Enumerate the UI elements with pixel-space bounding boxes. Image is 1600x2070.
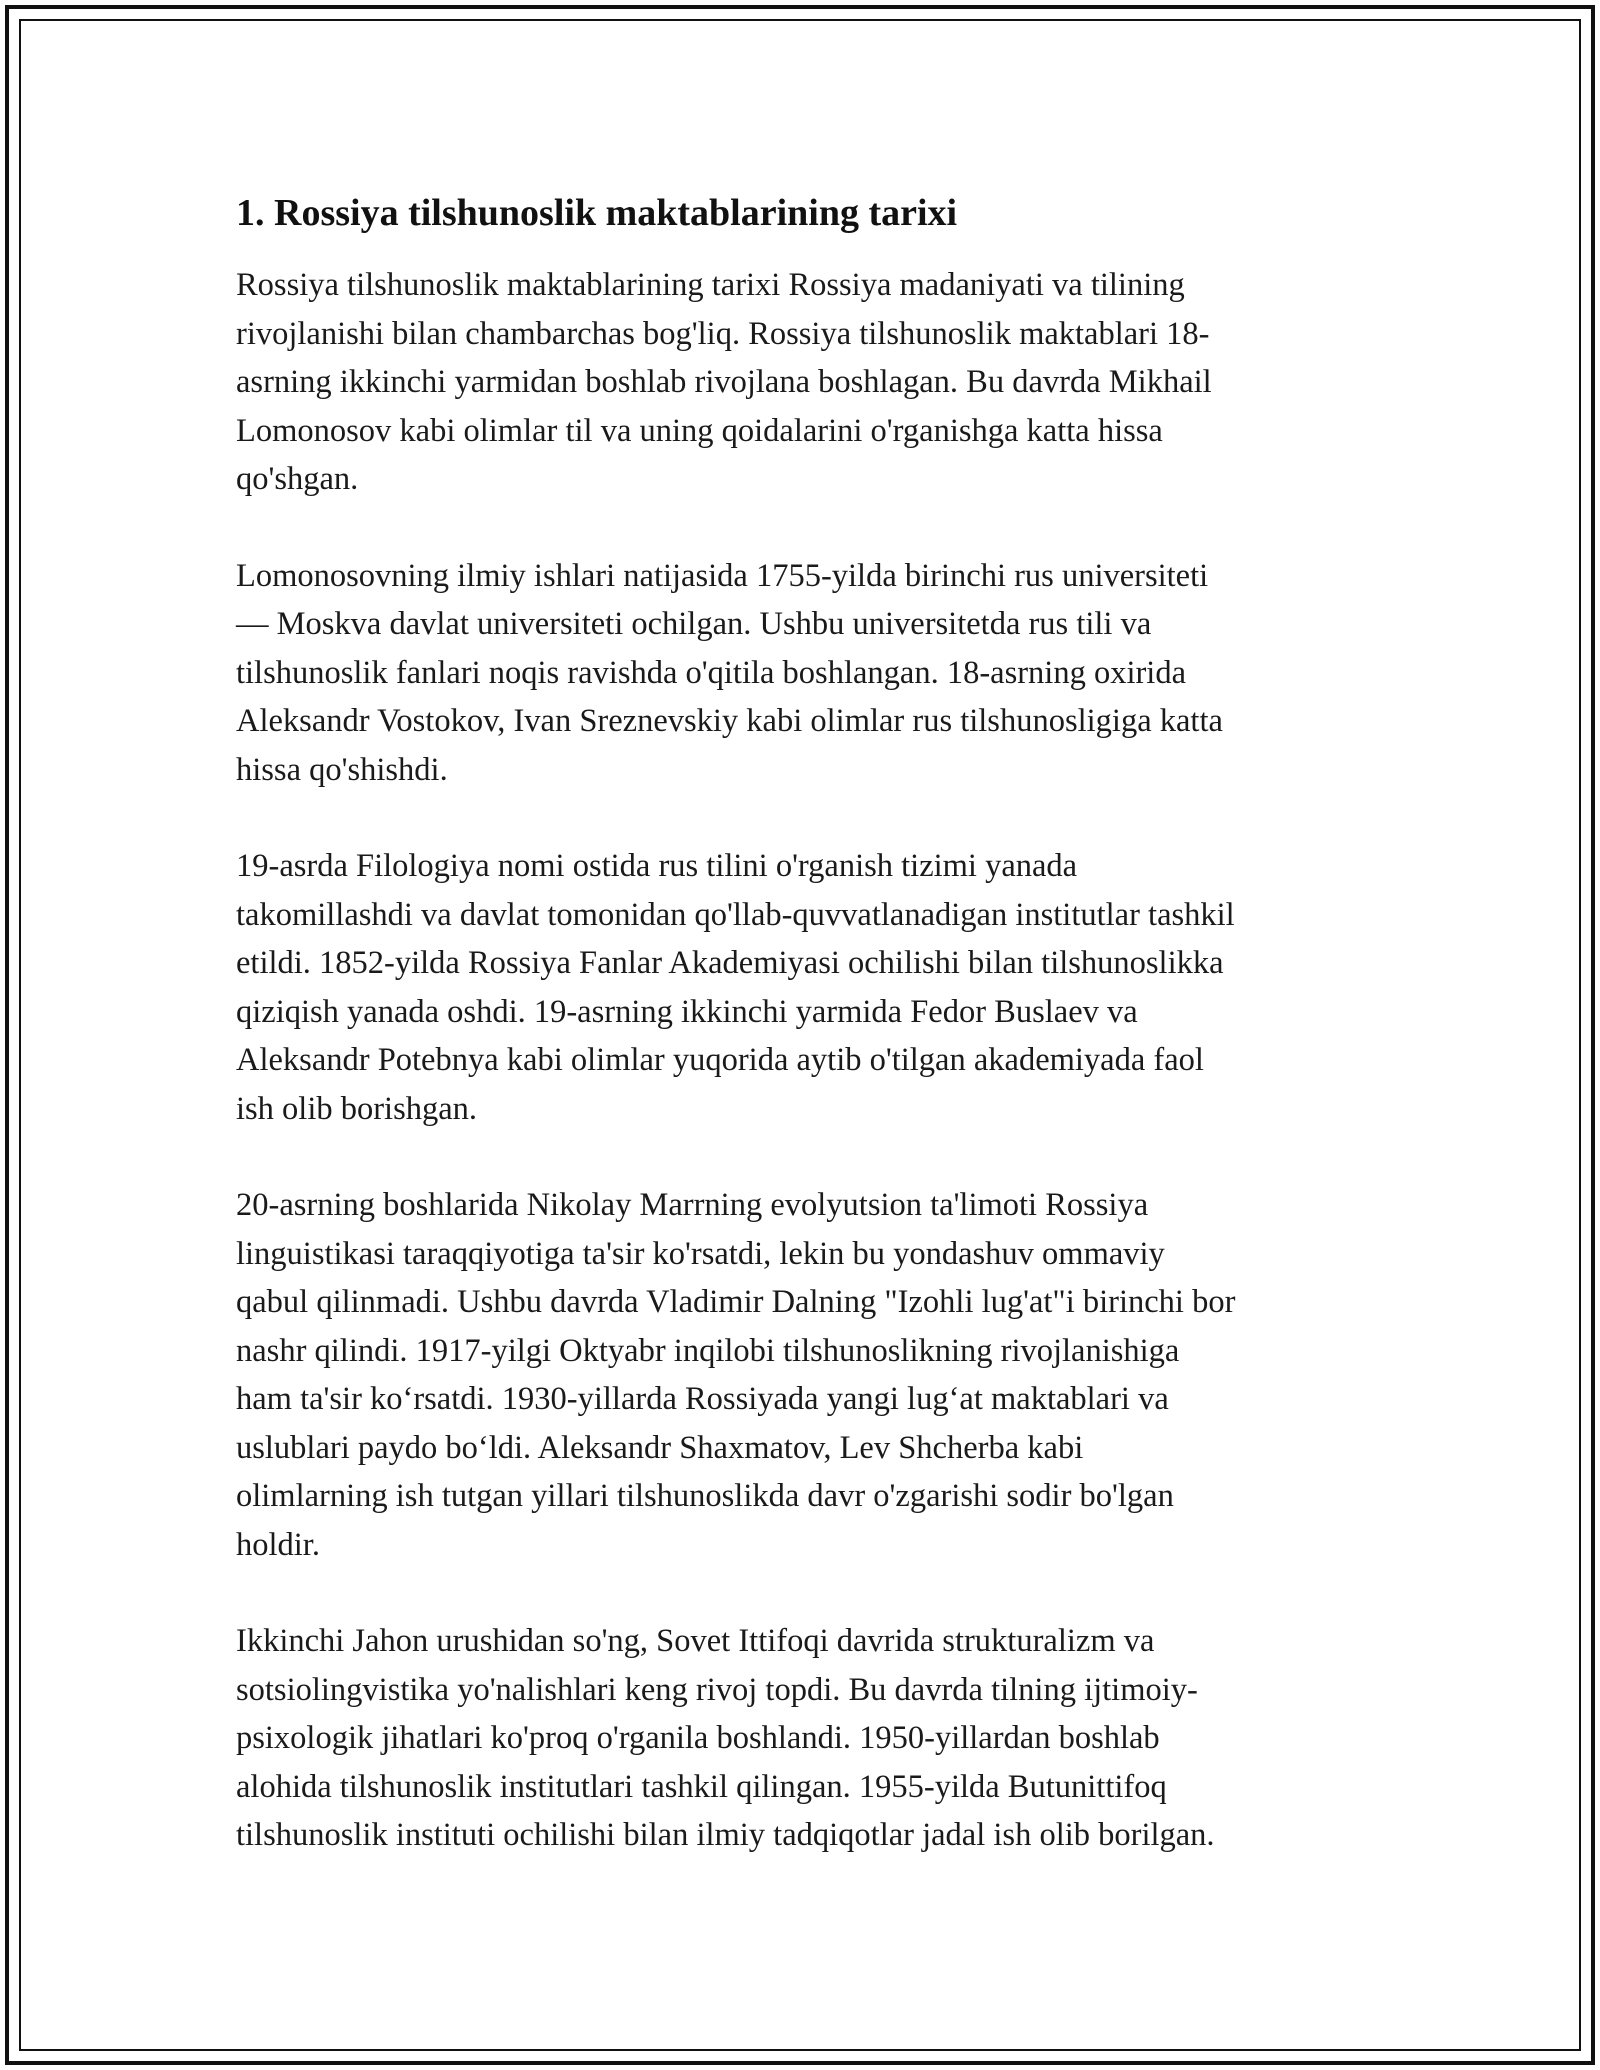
paragraph-line: asrning ikkinchi yarmidan boshlab rivojlana boshlagan. Bu davrda Mikhail <box>236 364 1212 400</box>
paragraph-line: linguistikasi taraqqiyotiga ta'sir ko'rsatdi, lekin bu yondashuv ommaviy <box>236 1235 1165 1272</box>
paragraph-line: holdir. <box>236 1526 320 1563</box>
paragraph-line: tilshunoslik instituti ochilishi bilan ilmiy tadqiqotlar jadal ish olib borilgan. <box>236 1817 1215 1853</box>
paragraph-line: qabul qilinmadi. Ushbu davrda Vladimir Dalning "Izohli lug'at"i birinchi bor <box>236 1284 1236 1320</box>
paragraph-line: 20-asrning boshlarida Nikolay Marrning evolyutsion ta'limoti Rossiya <box>236 1187 1149 1223</box>
paragraph-line: ish olib borishgan. <box>236 1090 478 1127</box>
paragraph-line: Aleksandr Potebnya kabi olimlar yuqorida aytib o'tilgan akademiyada faol <box>236 1042 1204 1078</box>
paragraph-line: hissa qo'shishdi. <box>236 751 448 788</box>
paragraph-line: uslublari paydo bo‘ldi. Aleksandr Shaxmatov, Lev Shcherba kabi <box>236 1429 1084 1466</box>
paragraph-line: Lomonosovning ilmiy ishlari natijasida 1755-yilda birinchi rus universiteti <box>236 557 1209 594</box>
paragraph-line: psixologik jihatlari ko'proq o'rganila boshlandi. 1950-yillardan boshlab <box>236 1720 1160 1756</box>
paragraph-3 <box>236 842 1376 1133</box>
paragraph-line: etildi. 1852-yilda Rossiya Fanlar Akademiyasi ochilishi bilan tilshunoslikka <box>236 945 1224 981</box>
paragraph-2 <box>236 552 1376 795</box>
paragraph-line: Lomonosov kabi olimlar til va uning qoidalarini o'rganishga katta hissa <box>236 412 1163 449</box>
paragraph-line: qo'shgan. <box>236 461 359 497</box>
paragraph-line: Ikkinchi Jahon urushidan so'ng, Sovet Ittifoqi davrida strukturalizm va <box>236 1623 1155 1659</box>
paragraph-line: olimlarning ish tutgan yillari tilshunoslikda davr o'zgarishi sodir bo'lgan <box>236 1478 1174 1514</box>
paragraph-line: 19-asrda Filologiya nomi ostida rus tilini o'rganish tizimi yanada <box>236 848 1078 884</box>
section-heading: 1. Rossiya tilshunoslik maktablarining tarixi <box>236 192 958 234</box>
paragraph-line: Rossiya tilshunoslik maktablarining tarixi Rossiya madaniyati va tilining <box>236 267 1185 303</box>
paragraph-line: sotsiolingvistika yo'nalishlari keng rivoj topdi. Bu davrda tilning ijtimoiy- <box>236 1671 1198 1708</box>
paragraph-5 <box>236 1617 1376 1860</box>
document-body <box>236 189 1376 1908</box>
paragraph-line: ham ta'sir ko‘rsatdi. 1930-yillarda Rossiyada yangi lug‘at maktablari va <box>236 1381 1169 1417</box>
paragraph-4 <box>236 1181 1376 1569</box>
paragraph-line: rivojlanishi bilan chambarchas bog'liq. Rossiya tilshunoslik maktablari 18- <box>236 315 1210 352</box>
paragraph-line: takomillashdi va davlat tomonidan qo'llab-quvvatlanadigan institutlar tashkil <box>236 896 1235 933</box>
paragraph-line: nashr qilindi. 1917-yilgi Oktyabr inqilobi tilshunoslikning rivojlanishiga <box>236 1332 1180 1369</box>
paragraph-line: tilshunoslik fanlari noqis ravishda o'qitila boshlangan. 18-asrning oxirida <box>236 654 1187 691</box>
paragraph-line: alohida tilshunoslik institutlari tashkil qilingan. 1955-yilda Butunittifoq <box>236 1768 1167 1805</box>
paragraph-1 <box>236 261 1376 504</box>
paragraph-line: Aleksandr Vostokov, Ivan Sreznevskiy kabi olimlar rus tilshunosligiga katta <box>236 703 1223 739</box>
paragraph-line: — Moskva davlat universiteti ochilgan. Ushbu universitetda rus tili va <box>236 606 1152 642</box>
paragraph-line: qiziqish yanada oshdi. 19-asrning ikkinchi yarmida Fedor Buslaev va <box>236 993 1138 1030</box>
